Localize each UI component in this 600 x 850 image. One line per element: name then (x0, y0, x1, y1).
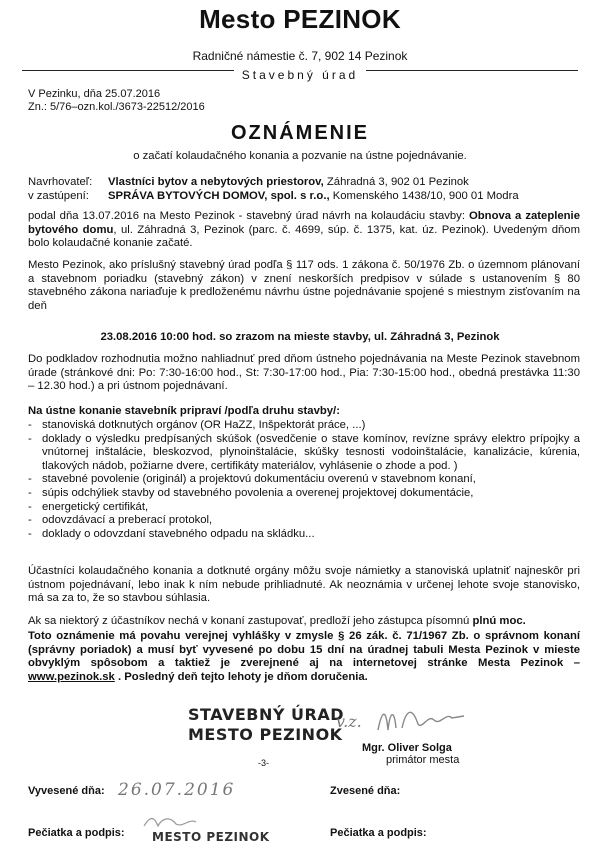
office-name: Stavebný úrad (234, 68, 366, 82)
footer-signature-icon (140, 812, 200, 832)
signer-name: Mgr. Oliver Solga (362, 742, 452, 754)
signer-role: primátor mesta (386, 754, 460, 766)
list-item: - energetický certifikát, (28, 501, 580, 515)
paragraph-public-notice (28, 630, 580, 684)
power-of-attorney: plnú moc. (472, 615, 526, 627)
para1-text-c: , ul. Záhradná 3, Pezinok (parc. č. 4699, súp. č. 1375, kat. úz. Pezinok). Uvedeným dňom bolo kolaudačné konanie začaté. (28, 223, 580, 250)
representative-row (28, 190, 580, 204)
reference-number: Zn.: 5/76–ozn.kol./3673-22512/2016 (28, 101, 205, 113)
hearing-date-line: 23.08.2016 10:00 hod. so zrazom na mieste stavby, ul. Záhradná 3, Pezinok (100, 331, 500, 343)
removed-label: Zvesené dňa: (330, 785, 401, 797)
para1-text-a: podal dňa 13.07.2016 na Mesto Pezinok - stavebný úrad návrh na kolaudáciu stavby: (28, 210, 469, 222)
list-item: - odovzdávací a preberací protokol, (28, 514, 580, 528)
website-link[interactable]: www.pezinok.sk (28, 670, 115, 683)
representative-name: SPRÁVA BYTOVÝCH DOMOV, spol. s r.o., (108, 190, 330, 202)
requirements-list (28, 419, 580, 541)
posted-date: 26.07.2016 (118, 780, 236, 800)
footer-stamp: MESTO PEZINOK (152, 830, 270, 844)
office-stamp (188, 705, 344, 745)
para5-text: Ak sa niektorý z účastníkov nechá v konaní zastupovať, predloží jeho zástupca písomnú (28, 615, 473, 627)
applicant-address: Záhradná 3, 902 01 Pezinok (323, 176, 469, 188)
paragraph-representation (28, 615, 580, 629)
list-item: - doklady o odovzdaní stavebného odpadu na skládku... (28, 528, 580, 542)
representative-address: Komenského 1438/10, 900 01 Modra (329, 190, 519, 202)
paragraph-documents: Do podkladov rozhodnutia možno nahliadnuť pred dňom ústneho pojednávania na Meste Pezinok stavebnom úrade (stránkové dni: Po: 7:30-16:00 hod., St: 7:30-17:00 hod., Pia: 7:30-15:00 hod., obedná prestávka 11:30 – 12.30 hod.) a pri ústnom pojednávaní. (28, 353, 580, 393)
paragraph-objections: Účastníci kolaudačného konania a dotknuté orgány môžu svoje námietky a stanoviská uplatniť najneskôr pri ústnom pojednávaní, lebo inak k ním nebude prihliadnuté. Ak neoznámia v určenej lehote svoje stanovisko, má sa za to, že so stavbou súhlasia. (28, 565, 580, 605)
office-name-row (0, 66, 600, 84)
para6-text-b: . Posledný deň tejto lehoty je dňom doručenia. (114, 670, 368, 683)
applicant-name: Vlastníci bytov a nebytových priestorov, (108, 176, 324, 188)
signature-icon (372, 700, 472, 740)
para6-text-a: Toto oznámenie má povahu verejnej vyhlášky v zmysle § 26 zák. č. 71/1967 Zb. o správnom konaní (správny poriadok) a musí byť vyvesené po dobu 15 dní na úradnej tabuli Mesta Pezinok v mieste obvyklým spôsobom a taktiež je zverejnené aj na internetovej stránke Mesta Pezinok – (28, 630, 580, 670)
place-date: V Pezinku, dňa 25.07.2016 (28, 88, 161, 100)
stamp-label-left: Pečiatka a podpis: (28, 827, 125, 839)
stamp-line-2: MESTO PEZINOK (188, 725, 343, 744)
city-title: Mesto PEZINOK (199, 4, 401, 34)
list-item: - súpis odchýliek stavby od stavebného povolenia a overenej projektovej dokumentácie, (28, 487, 580, 501)
stamp-line-1: STAVEBNÝ ÚRAD (188, 705, 345, 724)
applicant-row (28, 176, 580, 190)
signer-block (362, 742, 459, 766)
page-number: -3- (258, 758, 269, 768)
city-address: Radničné námestie č. 7, 902 14 Pezinok (192, 49, 408, 63)
stamp-label-right: Pečiatka a podpis: (330, 827, 427, 839)
list-item: - doklady o výsledku predpísaných skúšok (osvedčenie o stave komínov, revízne správy elektro prípojky a vnútornej inštalácie, bleskozvod, plynoinštalácie, skúšky tesnosti vodoinštalácie, kanalizácie, kúrenia, tlakových nádob, požiarne dvere, certifikáty materiálov, vyhlásenie o zhode a pod. ) (28, 433, 580, 474)
representative-label: v zastúpení: (28, 190, 89, 202)
list-item: - stavebné povolenie (originál) a projektovú dokumentáciu overenú v stavebnom konaní, (28, 473, 580, 487)
document-subtitle: o začatí kolaudačného konania a pozvanie na ústne pojednávanie. (133, 150, 467, 162)
applicant-label: Navrhovateľ: (28, 176, 93, 188)
posted-label: Vyvesené dňa: (28, 785, 105, 797)
list-heading: Na ústne konanie stavebník pripraví /podľa druhu stavby/: (28, 405, 340, 417)
paragraph-legal-basis: Mesto Pezinok, ako príslušný stavebný úrad podľa § 117 ods. 1 zákona č. 50/1976 Zb. o územnom plánovaní a stavebnom poriadku (stavebný zákon) v znení neskorších predpisov v súlade s ustanovením § 80 stavebného zákona nariaďuje k predloženému návrhu ústne pojednávanie spojené s miestnym zisťovaním na deň (28, 259, 580, 312)
handwritten-vz: v.z. (336, 712, 362, 731)
paragraph-application (28, 210, 580, 251)
building-name: Obnova a zateplenie bytového domu (28, 210, 580, 236)
list-item: - stanoviská dotknutých orgánov (OR HaZZ, Inšpektorát práce, ...) (28, 419, 580, 433)
document-title: OZNÁMENIE (231, 122, 369, 144)
